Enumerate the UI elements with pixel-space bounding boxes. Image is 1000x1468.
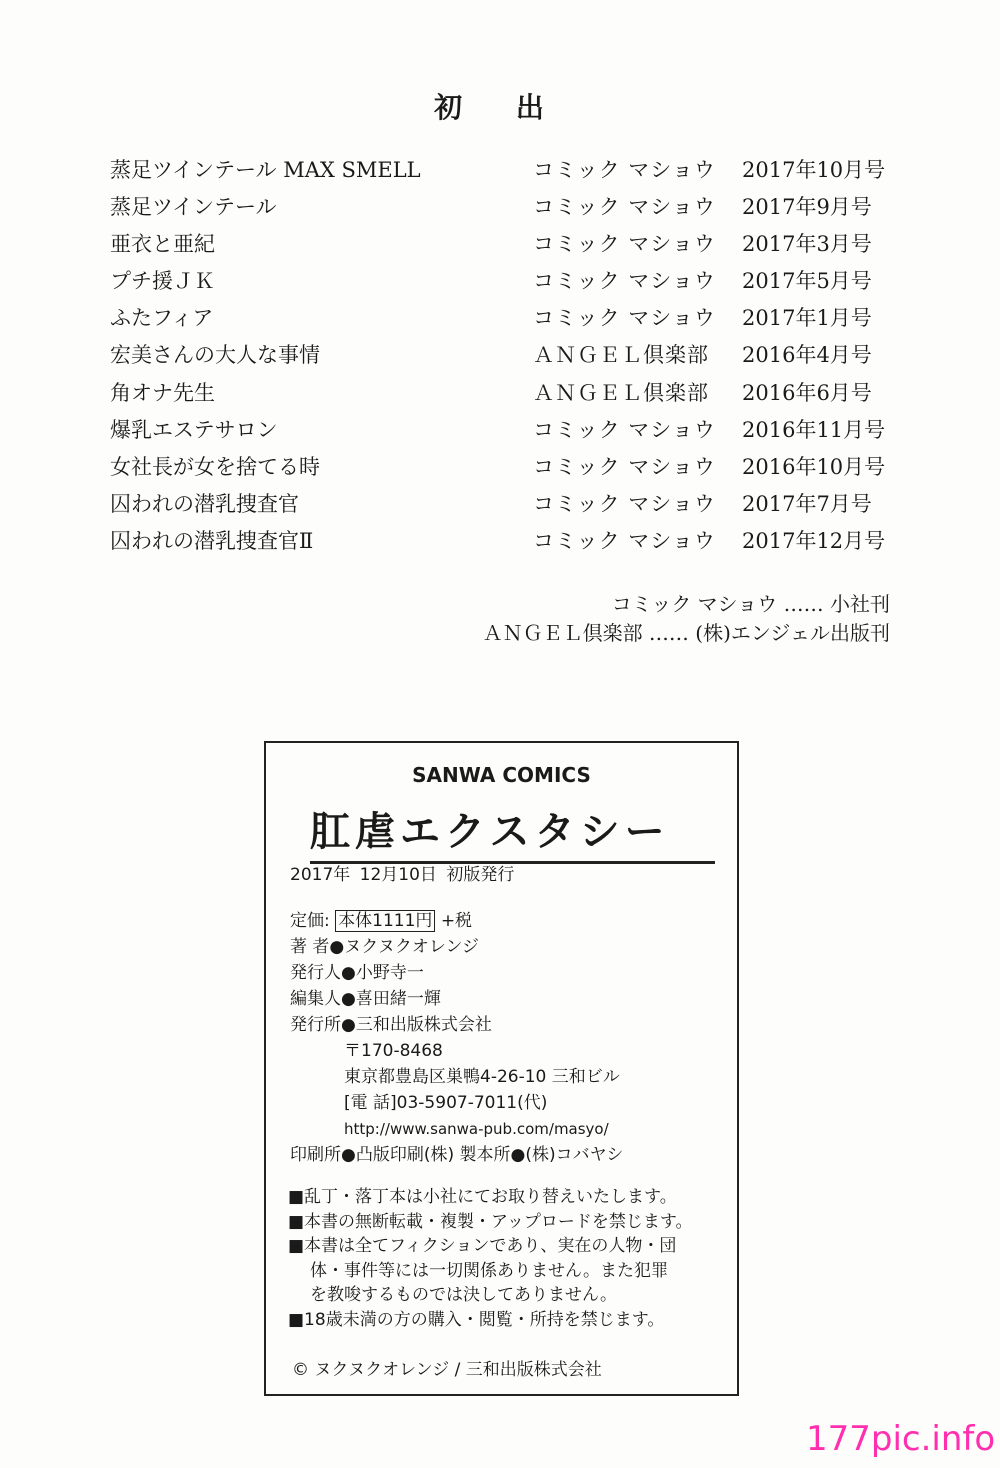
source-issue: 2016年6月号 (742, 380, 872, 405)
source-title: プチ援ＪＫ (110, 269, 215, 294)
postal-code: 〒170-8468 (344, 1041, 443, 1061)
publisher-note: ＡＮＧＥＬ倶楽部 …… (株)エンジェル出版刊 (482, 621, 890, 645)
source-issue: 2016年11月号 (742, 417, 886, 442)
caution-item: ■乱丁・落丁本は小社にてお取り替えいたします。 (288, 1187, 677, 1207)
source-title: 角オナ先生 (110, 380, 215, 405)
series-name: SANWA COMICS (412, 763, 591, 787)
source-row (110, 449, 900, 486)
source-magazine: コミック マショウ (533, 195, 716, 220)
colophon-box (264, 741, 739, 1396)
source-magazine: ＡＮＧＥＬ倶楽部 (533, 343, 709, 368)
source-row (110, 486, 900, 523)
source-magazine: ＡＮＧＥＬ倶楽部 (533, 380, 709, 405)
source-title: 囚われの潜乳捜査官 (110, 491, 299, 516)
source-row (110, 300, 900, 337)
source-title: ふたフィア (110, 306, 214, 331)
price-value: 本体1111円 (335, 910, 435, 932)
publisher-note: コミック マショウ …… 小社刊 (611, 592, 890, 616)
price-suffix: +税 (440, 911, 473, 931)
source-title: 蒸足ツインテール MAX SMELL (110, 158, 421, 182)
colophon-details (290, 908, 623, 1168)
source-issue: 2017年1月号 (742, 306, 872, 331)
publication-date: 2017年 12月10日 初版発行 (290, 865, 515, 885)
source-issue: 2017年12月号 (742, 528, 886, 553)
source-title: 爆乳エステサロン (110, 417, 278, 442)
publisher-notes (483, 590, 890, 648)
source-magazine: コミック マショウ (533, 528, 716, 553)
caution-item-continued: 体・事件等には一切関係ありません。また犯罪 (310, 1260, 669, 1281)
source-issue: 2017年10月号 (742, 158, 886, 182)
caution-item: ■本書は全てフィクションであり、実在の人物・団 (288, 1236, 677, 1256)
source-title: 宏美さんの大人な事情 (110, 343, 320, 368)
source-issue: 2017年7月号 (742, 491, 872, 516)
page-heading: 初 出 (434, 91, 566, 124)
source-row (110, 337, 900, 374)
price-line (290, 908, 623, 934)
source-title: 囚われの潜乳捜査官Ⅱ (110, 528, 314, 553)
source-magazine: コミック マショウ (533, 306, 716, 331)
source-row (110, 523, 900, 560)
phone-line: [電 話]03-5907-7011(代) (344, 1093, 548, 1113)
issuer-line: 発行人●小野寺一 (290, 963, 424, 983)
website-url: http://www.sanwa-pub.com/masyo/ (344, 1120, 609, 1138)
source-list (110, 152, 900, 560)
publisher-line: 発行所●三和出版株式会社 (290, 1015, 492, 1035)
copyright-line: © ヌクヌクオレンジ / 三和出版株式会社 (292, 1360, 602, 1380)
source-magazine: コミック マショウ (533, 232, 716, 257)
source-row (110, 375, 900, 412)
source-magazine: コミック マショウ (533, 417, 716, 442)
source-row (110, 226, 900, 263)
source-row (110, 189, 900, 226)
caution-notes (288, 1185, 693, 1332)
source-magazine: コミック マショウ (533, 454, 716, 479)
source-title: 蒸足ツインテール (110, 195, 277, 220)
source-magazine: コミック マショウ (533, 269, 716, 294)
caution-item-continued: を教唆するものでは決してありません。 (310, 1285, 618, 1305)
author-line: 著 者●ヌクヌクオレンジ (290, 937, 480, 957)
source-row (110, 263, 900, 300)
source-title: 亜衣と亜紀 (110, 232, 215, 257)
source-title: 女社長が女を捨てる時 (110, 454, 320, 479)
source-magazine: コミック マショウ (533, 158, 716, 182)
source-issue: 2016年10月号 (742, 454, 886, 479)
book-title: 肛虐エクスタシー (310, 800, 715, 864)
source-issue: 2017年3月号 (742, 232, 872, 257)
source-row (110, 152, 900, 189)
caution-item: ■18歳未満の方の購入・閲覧・所持を禁じます。 (288, 1309, 665, 1330)
caution-item: ■本書の無断転載・複製・アップロードを禁じます。 (288, 1211, 693, 1232)
address-line: 東京都豊島区巣鴨4-26-10 三和ビル (344, 1067, 620, 1087)
printer-line: 印刷所●凸版印刷(株) 製本所●(株)コバヤシ (290, 1145, 624, 1165)
source-issue: 2017年9月号 (742, 195, 872, 220)
watermark-text: 177pic.info (806, 1419, 996, 1459)
source-issue: 2017年5月号 (742, 269, 872, 294)
editor-line: 編集人●喜田緒一輝 (290, 989, 441, 1009)
source-issue: 2016年4月号 (742, 343, 872, 368)
source-row (110, 412, 900, 449)
source-magazine: コミック マショウ (533, 491, 716, 516)
price-label: 定価: (290, 911, 330, 931)
